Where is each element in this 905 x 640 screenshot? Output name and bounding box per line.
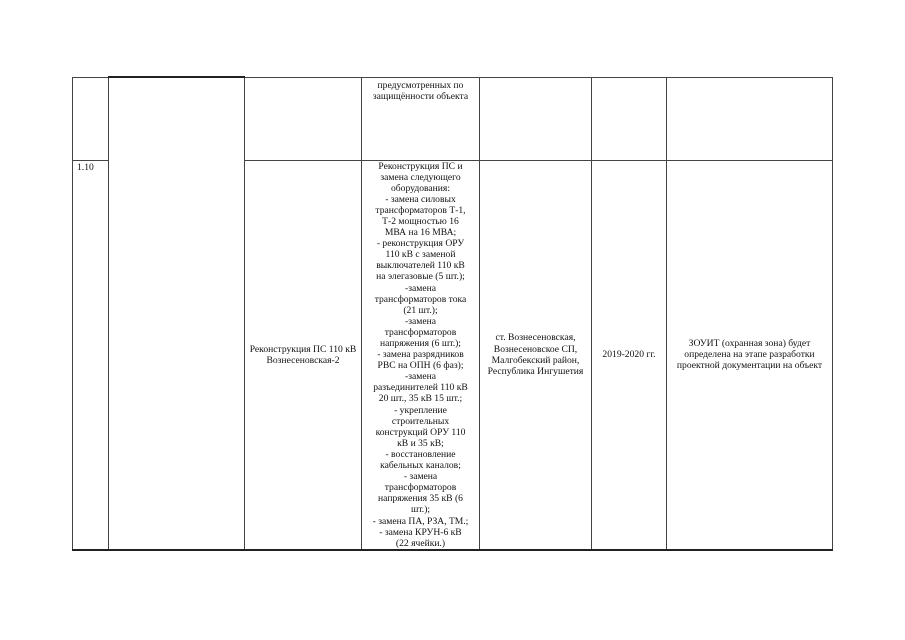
cell-object-name: Реконструкция ПС 110 кВ Вознесеновская-2 — [245, 160, 362, 550]
description-line: - замена — [403, 471, 438, 483]
description-line: -замена — [405, 315, 436, 327]
cell-row-number: 1.10 — [73, 160, 109, 550]
cell-number-empty — [73, 77, 109, 160]
description-line: - замена силовых — [385, 193, 456, 205]
document-table — [72, 76, 833, 551]
description-line: трансформаторов тока — [374, 293, 467, 305]
table-row — [73, 77, 833, 160]
description-line: - замена КРУН-6 кВ — [379, 526, 462, 538]
description-line: (22 ячейки.) — [395, 537, 446, 549]
description-line: -замена — [405, 282, 436, 294]
description-line: трансформаторов — [384, 482, 457, 494]
description-line: - укрепление — [394, 404, 447, 416]
description-line: - замена ПА, РЗА, ТМ.; — [372, 515, 469, 527]
description-line: МВА на 16 МВА; — [384, 227, 457, 239]
description-line: напряжения (6 шт.); — [380, 338, 461, 349]
description-line: - замена разрядников — [377, 349, 464, 361]
description-line: кВ и 35 кВ; — [397, 437, 444, 449]
description-line: на элегазовые (5 шт.); — [376, 271, 465, 283]
cell-period: 2019-2020 гг. — [592, 160, 667, 550]
cell-note-empty — [667, 77, 833, 160]
description-line: конструкций ОРУ 110 — [375, 426, 466, 438]
description-line: -замена — [405, 371, 436, 383]
description-line: - реконструкция ОРУ — [376, 238, 465, 250]
description-line: 110 кВ с заменой — [385, 249, 456, 261]
cell-period-empty — [592, 77, 667, 160]
cell-continuation-description: предусмотренных по защищённости объекта — [362, 77, 480, 160]
description-line: оборудования: — [390, 182, 451, 194]
description-line: (21 шт.); — [403, 304, 438, 316]
description-line: - восстановление — [385, 448, 456, 460]
description-line: трансформаторов Т-1, — [375, 204, 466, 216]
description-lines — [365, 161, 476, 549]
description-line: РВС на ОПН (6 фаз); — [377, 360, 464, 372]
description-line: 20 шт., 35 кВ 15 шт.; — [378, 393, 463, 405]
description-line: Реконструкция ПС и — [378, 160, 463, 172]
description-line: шт.); — [410, 504, 431, 516]
cell-work-description — [362, 160, 480, 550]
description-line: выключателей 110 кВ — [376, 260, 465, 272]
description-line: трансформаторов — [384, 326, 457, 338]
description-line: замена следующего — [380, 171, 461, 183]
description-line: строительных — [391, 415, 450, 427]
description-line: напряжения 35 кВ (6 — [378, 493, 463, 505]
description-line: Т-2 мощностью 16 — [382, 215, 459, 227]
cell-note: ЗОУИТ (охранная зона) будет определена на этапе разработки проектной документации на объект — [667, 160, 833, 550]
cell-location: ст. Вознесеновская, Вознесеновское СП, Малгобекский район, Республика Ингушетия — [480, 160, 592, 550]
cell-merged-empty — [109, 77, 245, 550]
cell-location-empty — [480, 77, 592, 160]
description-line: кабельных каналов; — [380, 460, 461, 472]
cell-name-empty — [245, 77, 362, 160]
description-line: разъединителей 110 кВ — [373, 382, 468, 394]
